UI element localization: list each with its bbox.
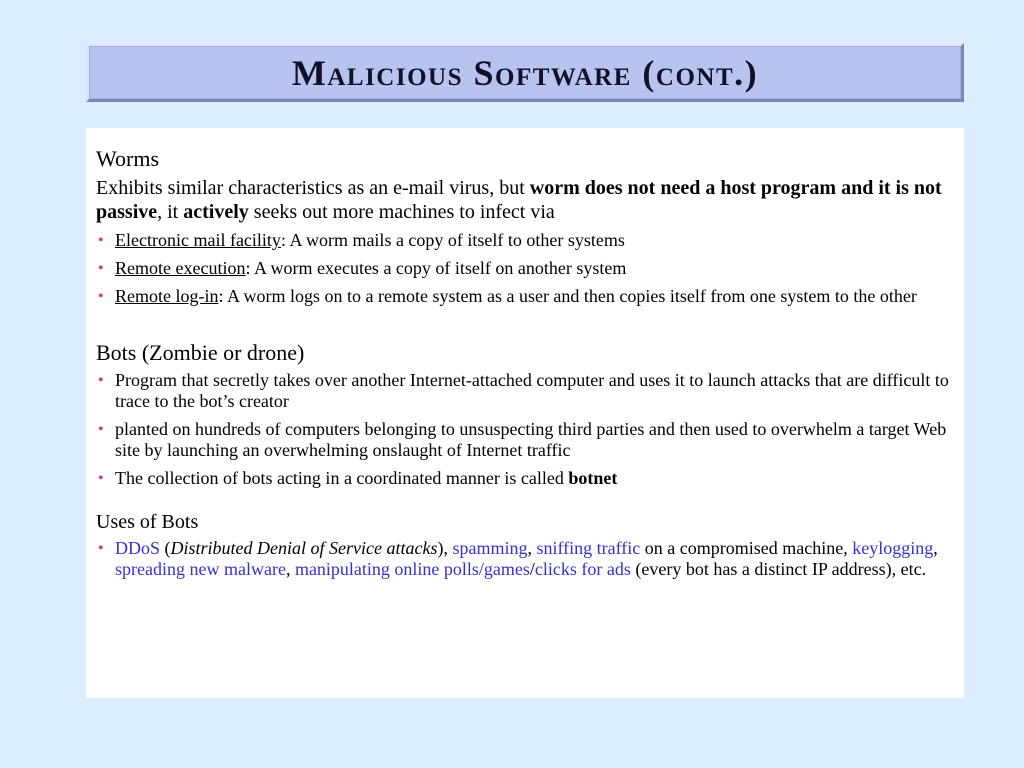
worms-bullet-text: : A worm logs on to a remote system as a user and then copies itself from one system to the other [218, 286, 917, 306]
worms-bullet-text: : A worm mails a copy of itself to other systems [280, 230, 625, 250]
text-fragment: ( [160, 538, 171, 558]
worms-intro-bold-1: worm does not need a host program and it is not passive [96, 177, 942, 223]
title-bar [86, 43, 964, 102]
text-fragment: , [933, 538, 938, 558]
worms-bullet-term: Remote log-in [115, 286, 219, 306]
content-box [86, 128, 964, 698]
text-fragment: on a compromised machine, [640, 538, 853, 558]
worms-bullet-term: Electronic mail facility [115, 230, 281, 250]
worms-bullet-email [96, 230, 952, 251]
clicks-term: clicks for ads [534, 559, 631, 579]
text-fragment: / [529, 559, 535, 579]
sniffing-term: sniffing traffic [536, 538, 641, 558]
slide-title: Malicious Software (cont.) [291, 52, 759, 93]
bots-bullet-list [96, 370, 952, 489]
spamming-term: spamming [452, 538, 528, 558]
bots-bullet-botnet [96, 468, 952, 489]
bots-bullet-item: • Program that secretly takes over another Internet-attached computer and uses it to launch attacks that are difficult to trace to the bot’s creator [96, 370, 952, 412]
worms-bullet-remote-exec [96, 258, 952, 279]
text-fragment: , [285, 559, 295, 579]
bots-heading: Bots (Zombie or drone) [96, 340, 305, 365]
worms-intro [96, 176, 952, 224]
bots-bullet-item: • planted on hundreds of computers belonging to unsuspecting third parties and then used to overwhelm a target Web site by launching an overwhelming onslaught of Internet traffic [96, 419, 952, 461]
worms-bullet-term: Remote execution [115, 258, 246, 278]
worms-intro-bold-2: actively [183, 201, 249, 223]
uses-bullet-item [96, 538, 952, 580]
malware-term: spreading new malware [115, 559, 286, 579]
uses-heading: Uses of Bots [96, 511, 199, 533]
worms-intro-part-3: seeks out more machines to infect via [248, 201, 555, 223]
keylogging-term: keylogging [852, 538, 934, 558]
botnet-term: botnet [568, 468, 618, 488]
uses-bullet-list [96, 538, 952, 580]
worms-bullet-text: : A worm executes a copy of itself on another system [245, 258, 627, 278]
worms-bullet-list [96, 230, 952, 307]
worms-intro-part-2: , it [157, 201, 184, 223]
worms-bullet-remote-login [96, 286, 952, 307]
ddos-expansion: Distributed Denial of Service attacks [170, 538, 438, 558]
text-fragment: (every bot has a distinct IP address), etc. [630, 559, 927, 579]
worms-heading: Worms [96, 146, 160, 171]
botnet-text: The collection of bots acting in a coordinated manner is called [115, 468, 569, 488]
polls-term: manipulating online polls/games [294, 559, 530, 579]
ddos-term: DDoS [115, 538, 161, 558]
worms-intro-part-1: Exhibits similar characteristics as an e-mail virus, but [96, 177, 530, 199]
text-fragment: ), [437, 538, 453, 558]
text-fragment: , [527, 538, 537, 558]
